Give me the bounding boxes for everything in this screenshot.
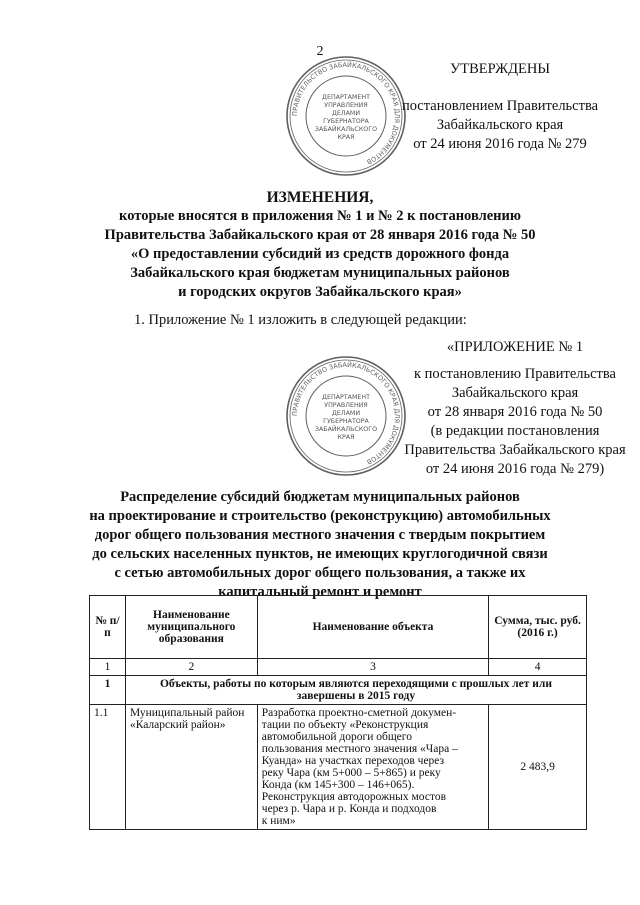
approved-line: Забайкальского края (436, 117, 564, 133)
distribution-line: до сельских населенных пунктов, не имеющих круглогодичной связи (92, 546, 548, 562)
distribution-line: на проектирование и строительство (реконструкцию) автомобильных (89, 508, 551, 524)
object-line: реку Чара (км 5+000 – 5+865) и реку (261, 767, 441, 779)
appendix-line: от 28 января 2016 года № 50 (427, 404, 603, 420)
table-header-row (90, 596, 587, 659)
title-line: Забайкальского края бюджетам муниципальных районов (130, 265, 510, 281)
row-object (257, 705, 488, 830)
appendix-line: Забайкальского края (451, 385, 579, 401)
title-line: «О предоставлении субсидий из средств дорожного фонда (130, 246, 510, 262)
svg-text:ДЕЛАМИ: ДЕЛАМИ (331, 410, 361, 417)
table-row (90, 705, 587, 830)
object-line: пользования местного значения «Чара – (261, 743, 458, 755)
svg-text:ЗАБАЙКАЛЬСКОГО: ЗАБАЙКАЛЬСКОГО (314, 126, 378, 133)
object-line: автомобильной дороги общего (261, 731, 412, 743)
object-line: через р. Чара и р. Конда и подходов (261, 803, 437, 815)
numbering-cell: 2 (125, 659, 257, 676)
section-title: Объекты, работы по которым являются переходящими с прошлых лет или завершены в 2015 году (125, 676, 586, 705)
distribution-line: Распределение субсидий бюджетам муниципальных районов (120, 489, 520, 505)
title-heading: ИЗМЕНЕНИЯ, (266, 189, 374, 206)
svg-text:КРАЯ: КРАЯ (337, 134, 355, 141)
svg-text:КРАЯ: КРАЯ (337, 434, 355, 441)
object-line: тации по объекту «Реконструкция (261, 719, 429, 731)
row-municipality: Муниципальный район «Каларский район» (125, 705, 257, 830)
document-title (60, 188, 580, 302)
approved-heading: УТВЕРЖДЕНЫ (449, 61, 551, 77)
svg-text:ДЕПАРТАМЕНТ: ДЕПАРТАМЕНТ (322, 394, 370, 401)
appendix-line: от 24 июня 2016 года № 279) (425, 461, 605, 477)
page-number: 2 (316, 44, 324, 59)
title-line: которые вносятся в приложения № 1 и № 2 к постановлению (119, 208, 521, 224)
appendix-line: Правительства Забайкальского края (404, 442, 626, 458)
svg-text:ПРАВИТЕЛЬСТВО ЗАБАЙКАЛЬСКОГО К: ПРАВИТЕЛЬСТВО ЗАБАЙКАЛЬСКОГО КРАЯ ДЛЯ ДОКУМЕНТОВ (290, 60, 402, 167)
section-num: 1 (90, 676, 126, 705)
distribution-line: дорог общего пользования местного значения с твердым покрытием (94, 527, 546, 543)
object-line: к ним» (261, 815, 296, 827)
item-1-text: 1. Приложение № 1 изложить в следующей редакции: (134, 312, 467, 328)
row-sum: 2 483,9 (489, 705, 587, 830)
numbering-cell: 4 (489, 659, 587, 676)
table-section-row (90, 676, 587, 705)
svg-text:ПРАВИТЕЛЬСТВО ЗАБАЙКАЛЬСКОГО К: ПРАВИТЕЛЬСТВО ЗАБАЙКАЛЬСКОГО КРАЯ ДЛЯ ДОКУМЕНТОВ (290, 360, 402, 467)
row-num: 1.1 (90, 705, 126, 830)
svg-text:УПРАВЛЕНИЯ: УПРАВЛЕНИЯ (324, 102, 368, 109)
object-line: Реконструкция автодорожных мостов (261, 791, 446, 803)
numbering-cell: 3 (257, 659, 488, 676)
svg-text:ЗАБАЙКАЛЬСКОГО: ЗАБАЙКАЛЬСКОГО (314, 426, 378, 433)
distribution-line: с сетью автомобильных дорог общего пользования, а также их (114, 565, 526, 581)
header-num: № п/п (90, 596, 126, 659)
appendix-line: (в редакции постановления (430, 423, 600, 439)
svg-text:ГУБЕРНАТОРА: ГУБЕРНАТОРА (323, 418, 369, 425)
distribution-title (60, 488, 580, 602)
svg-text:ДЕЛАМИ: ДЕЛАМИ (331, 110, 361, 117)
appendix-block (400, 338, 630, 479)
svg-text:ДЕПАРТАМЕНТ: ДЕПАРТАМЕНТ (322, 94, 370, 101)
appendix-line: к постановлению Правительства (414, 366, 616, 382)
title-line: Правительства Забайкальского края от 28 января 2016 года № 50 (104, 227, 536, 243)
approved-block (380, 60, 620, 154)
header-municipality: Наименование муниципального образования (125, 596, 257, 659)
approved-line: от 24 июня 2016 года № 279 (413, 136, 587, 152)
official-seal-stamp (285, 355, 407, 477)
svg-text:УПРАВЛЕНИЯ: УПРАВЛЕНИЯ (324, 402, 368, 409)
table-numbering-row (90, 659, 587, 676)
object-line: Куанда» на участках переходов через (261, 755, 445, 767)
title-line: и городских округов Забайкальского края» (178, 284, 462, 300)
subsidy-table (89, 595, 587, 830)
appendix-heading: «ПРИЛОЖЕНИЕ № 1 (446, 339, 584, 355)
distribution-line: капитальный ремонт и ремонт (218, 584, 422, 600)
object-line: Разработка проектно-сметной докумен- (261, 707, 457, 719)
svg-text:ГУБЕРНАТОРА: ГУБЕРНАТОРА (323, 118, 369, 125)
header-object: Наименование объекта (257, 596, 488, 659)
object-line: Конда (км 145+300 – 146+065). (261, 779, 415, 791)
header-sum: Сумма, тыс. руб. (2016 г.) (489, 596, 587, 659)
numbering-cell: 1 (90, 659, 126, 676)
approved-line: постановлением Правительства (401, 98, 599, 114)
